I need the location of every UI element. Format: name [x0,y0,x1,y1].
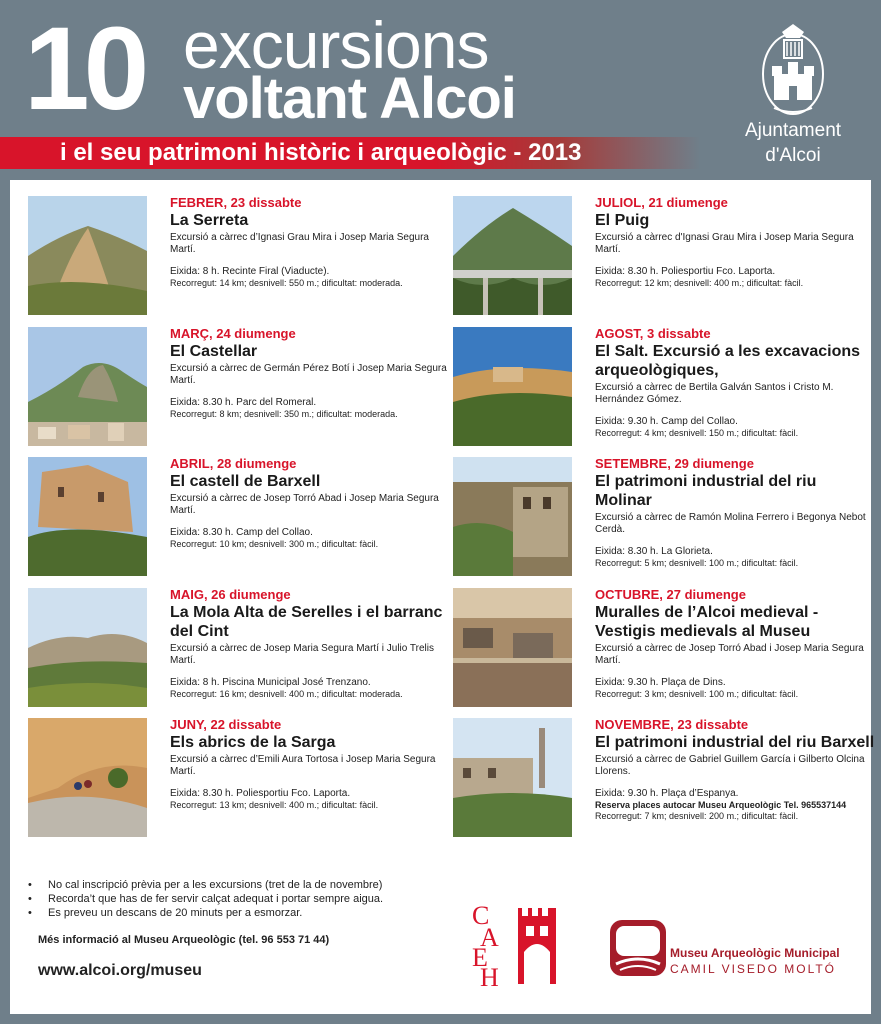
poster-header [0,0,881,178]
excursion-item [28,327,448,449]
excursion-text [595,717,875,822]
excursion-guide: Excursió a càrrec d’Emili Aura Tortosa i Josep Maria Segura Martí. [170,754,436,777]
museum-subname: CAMIL VISEDO MOLTÓ [670,962,837,976]
excursion-text [170,326,450,420]
excursion-item [453,718,873,840]
excursion-text [170,717,450,811]
excursion-start: Eixida: 8.30 h. Poliesportiu Fco. Laporta. [170,788,351,799]
excursion-item [28,588,448,710]
excursion-date: ABRIL, 28 diumenge [170,456,297,471]
excursion-start: Eixida: 8.30 h. La Glorieta. [595,546,713,557]
excursion-start: Eixida: 8.30 h. Parc del Romeral. [170,397,317,408]
excursion-title: El Castellar [170,343,258,360]
council-name [730,118,856,168]
excursion-photo [453,327,572,446]
excursion-photo [28,718,147,837]
notes-list [28,878,448,920]
excursion-photo [28,196,147,315]
excursion-title: El castell de Barxell [170,473,321,490]
bullet: • [28,907,32,919]
excursion-title: Muralles de l’Alcoi medieval - Vestigis medievals al Museu [595,604,819,640]
museum-logo-icon [610,920,666,976]
excursion-date: FEBRER, 23 dissabte [170,195,302,210]
excursion-photo [28,588,147,707]
excursion-start: Eixida: 9.30 h. Plaça d’Espanya. [595,788,739,799]
title-line1: excursions [183,8,489,82]
excursion-date: SETEMBRE, 29 diumenge [595,456,754,471]
note-text: Es preveu un descans de 20 minuts per a esmorzar. [48,907,303,919]
note-item [28,878,448,892]
excursion-item [453,196,873,318]
excursion-start: Eixida: 9.30 h. Plaça de Dins. [595,677,726,688]
excursion-item [28,718,448,840]
excursion-title: La Serreta [170,212,249,229]
excursion-photo [453,588,572,707]
museum-name: Museu Arqueològic Municipal [670,946,840,960]
excursion-guide: Excursió a càrrec de Bertila Galván Santos i Cristo M. Hernández Gómez. [595,382,834,405]
more-info: Més informació al Museu Arqueològic (tel. 96 553 71 44) [38,934,330,946]
excursion-guide: Excursió a càrrec d'Ignasi Grau Mira i Josep Maria Segura Martí. [595,232,854,255]
excursion-route: Recorregut: 14 km; desnivell: 550 m.; dificultat: moderada. [170,278,403,288]
excursion-photo [453,718,572,837]
excursion-text [595,326,875,439]
excursion-guide: Excursió a càrrec de Gabriel Guillem García i Gilberto Olcina Llorens. [595,754,865,777]
svg-text:C: C [472,902,490,930]
excursion-date: MARÇ, 24 diumenge [170,326,296,341]
excursion-title: El Salt. Excursió a les excavacions arqueològiques, [595,343,861,379]
excursion-text [595,195,875,289]
excursion-start: Eixida: 8.30 h. Poliesportiu Fco. Laporta. [595,266,776,277]
excursion-guide: Excursió a càrrec de Ramón Molina Ferrero i Begonya Nebot Cerdà. [595,512,866,535]
bullet: • [28,893,32,905]
excursion-guide: Excursió a càrrec de Josep Torró Abad i Josep Maria Segura Martí. [170,493,439,516]
svg-text:H: H [480,963,499,986]
excursion-text [170,456,450,550]
excursion-title: Els abrics de la Sarga [170,734,336,751]
svg-text:E: E [472,943,488,972]
website-link[interactable]: www.alcoi.org/museu [38,962,202,979]
excursion-date: OCTUBRE, 27 diumenge [595,587,746,602]
bullet: • [28,879,32,891]
excursion-title: El Puig [595,212,650,229]
excursion-route: Recorregut: 10 km; desnivell: 300 m.; dificultat: fàcil. [170,539,379,549]
excursion-route: Recorregut: 4 km; desnivell: 150 m.; dificultat: fàcil. [595,428,799,438]
note-text: Recorda’t que has de fer servir calçat adequat i portar sempre aigua. [48,893,384,905]
excursion-photo [453,196,572,315]
excursion-start: Eixida: 8 h. Piscina Municipal José Trenzano. [170,677,371,688]
coat-of-arms-icon [760,22,826,116]
excursion-date: JULIOL, 21 diumenge [595,195,728,210]
excursion-date: MAIG, 26 diumenge [170,587,291,602]
excursion-route: Recorregut: 16 km; desnivell: 400 m.; dificultat: moderada. [170,689,403,699]
excursion-route: Recorregut: 12 km; desnivell: 400 m.; dificultat: fàcil. [595,278,804,288]
title-line2: voltant Alcoi [183,66,516,131]
svg-text:A: A [480,923,499,952]
excursion-text [170,587,450,700]
note-item [28,906,448,920]
excursion-text [595,456,875,569]
excursion-guide: Excursió a càrrec de Germán Pérez Botí i Josep Maria Segura Martí. [170,363,447,386]
subtitle: i el seu patrimoni històric i arqueològic - 2013 [60,139,582,166]
excursion-item [453,588,873,710]
excursion-start: Eixida: 8 h. Recinte Firal (Viaducte). [170,266,330,277]
excursion-title: El patrimoni industrial del riu Barxell [595,734,875,751]
excursion-guide: Excursió a càrrec de Josep Torró Abad i Josep Maria Segura Martí. [595,643,864,666]
excursion-route: Recorregut: 7 km; desnivell: 200 m.; dificultat: fàcil. [595,811,799,821]
number-ten: 10 [24,3,144,135]
excursion-photo [28,457,147,576]
excursion-route: Recorregut: 13 km; desnivell: 400 m.; dificultat: fàcil. [170,800,379,810]
excursion-route: Recorregut: 8 km; desnivell: 350 m.; dificultat: moderada. [170,409,398,419]
ceha-logo-icon [466,902,560,986]
excursion-date: JUNY, 22 dissabte [170,717,282,732]
excursion-route: Recorregut: 5 km; desnivell: 100 m.; dificultat: fàcil. [595,558,799,568]
excursion-guide: Excursió a càrrec d’Ignasi Grau Mira i Josep Maria Segura Martí. [170,232,429,255]
excursion-item [453,327,873,449]
excursion-route: Recorregut: 3 km; desnivell: 100 m.; dificultat: fàcil. [595,689,799,699]
note-text: No cal inscripció prèvia per a les excursions (tret de la de novembre) [48,879,383,891]
excursion-text [595,587,875,700]
excursion-start: Eixida: 8.30 h. Camp del Collao. [170,527,313,538]
excursion-date: AGOST, 3 dissabte [595,326,711,341]
excursion-date: NOVEMBRE, 23 dissabte [595,717,749,732]
excursion-title: El patrimoni industrial del riu Molinar [595,473,817,509]
excursion-reservation: Reserva places autocar Museu Arqueològic Tel. 965537144 [595,800,847,810]
excursion-text [170,195,450,289]
excursion-item [453,457,873,579]
excursion-start: Eixida: 9.30 h. Camp del Collao. [595,416,738,427]
excursion-photo [28,327,147,446]
excursion-item [28,457,448,579]
excursion-title: La Mola Alta de Serelles i el barranc del Cint [170,604,443,640]
excursion-photo [453,457,572,576]
council-line2: d'Alcoi [765,145,821,166]
excursion-item [28,196,448,318]
excursion-guide: Excursió a càrrec de Josep Maria Segura Martí i Julio Trelis Martí. [170,643,434,666]
council-line1: Ajuntament [744,120,842,141]
note-item [28,892,448,906]
